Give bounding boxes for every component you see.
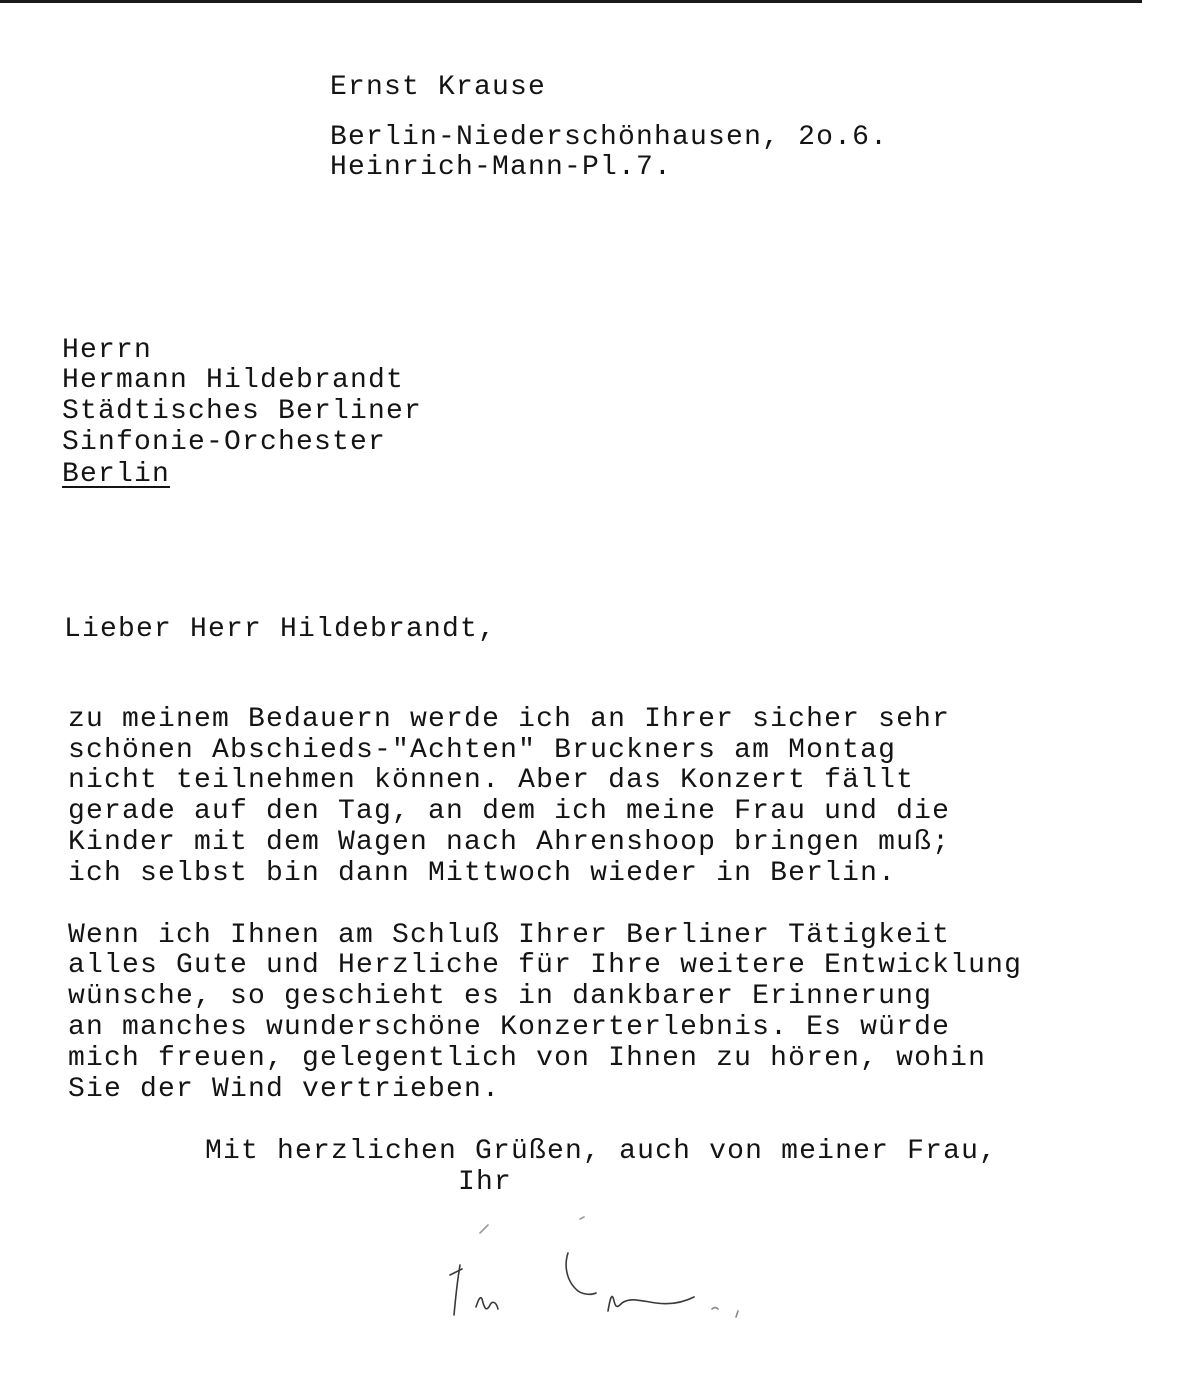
handwritten-signature xyxy=(420,1215,760,1335)
paragraph-1-line: Kinder mit dem Wagen nach Ahrenshoop bringen muß; xyxy=(68,827,951,858)
paragraph-1-line: zu meinem Bedauern werde ich an Ihrer sicher sehr xyxy=(68,704,951,735)
paragraph-1-line: ich selbst bin dann Mittwoch wieder in Berlin. xyxy=(68,858,897,889)
closing-greeting: Mit herzlichen Grüßen, auch von meiner Frau, xyxy=(205,1136,998,1167)
paragraph-1-line: nicht teilnehmen können. Aber das Konzert fällt xyxy=(68,765,915,796)
recipient-salutation-title: Herrn xyxy=(62,335,153,366)
paragraph-2-line: Wenn ich Ihnen am Schluß Ihrer Berliner Tätigkeit xyxy=(68,920,951,951)
paragraph-1-line: gerade auf den Tag, an dem ich meine Frau und die xyxy=(68,796,951,827)
page-top-rule xyxy=(0,0,1142,3)
recipient-organization-line-2: Sinfonie-Orchester xyxy=(62,427,387,458)
paragraph-2-line: an manches wunderschöne Konzerterlebnis. Es würde xyxy=(68,1012,951,1043)
paragraph-1-line: schönen Abschieds-"Achten" Bruckners am Montag xyxy=(68,735,897,766)
recipient-organization: Städtisches Berliner xyxy=(62,396,423,427)
paragraph-2-line: wünsche, so geschieht es in dankbarer Erinnerung xyxy=(68,981,933,1012)
letter-salutation: Lieber Herr Hildebrandt, xyxy=(64,614,497,645)
sender-name: Ernst Krause xyxy=(330,72,547,103)
paragraph-2-line: alles Gute und Herzliche für Ihre weitere Entwicklung xyxy=(68,950,1023,981)
sender-address-line-2: Heinrich-Mann-Pl.7. xyxy=(330,152,673,183)
closing-ihr: Ihr xyxy=(458,1167,513,1198)
paragraph-2-line: Sie der Wind vertrieben. xyxy=(68,1074,501,1105)
recipient-city: Berlin xyxy=(62,459,171,490)
paragraph-2-line: mich freuen, gelegentlich von Ihnen zu hören, wohin xyxy=(68,1043,987,1074)
recipient-name: Hermann Hildebrandt xyxy=(62,365,405,396)
sender-address-line-1: Berlin-Niederschönhausen, 2o.6. xyxy=(330,122,889,153)
